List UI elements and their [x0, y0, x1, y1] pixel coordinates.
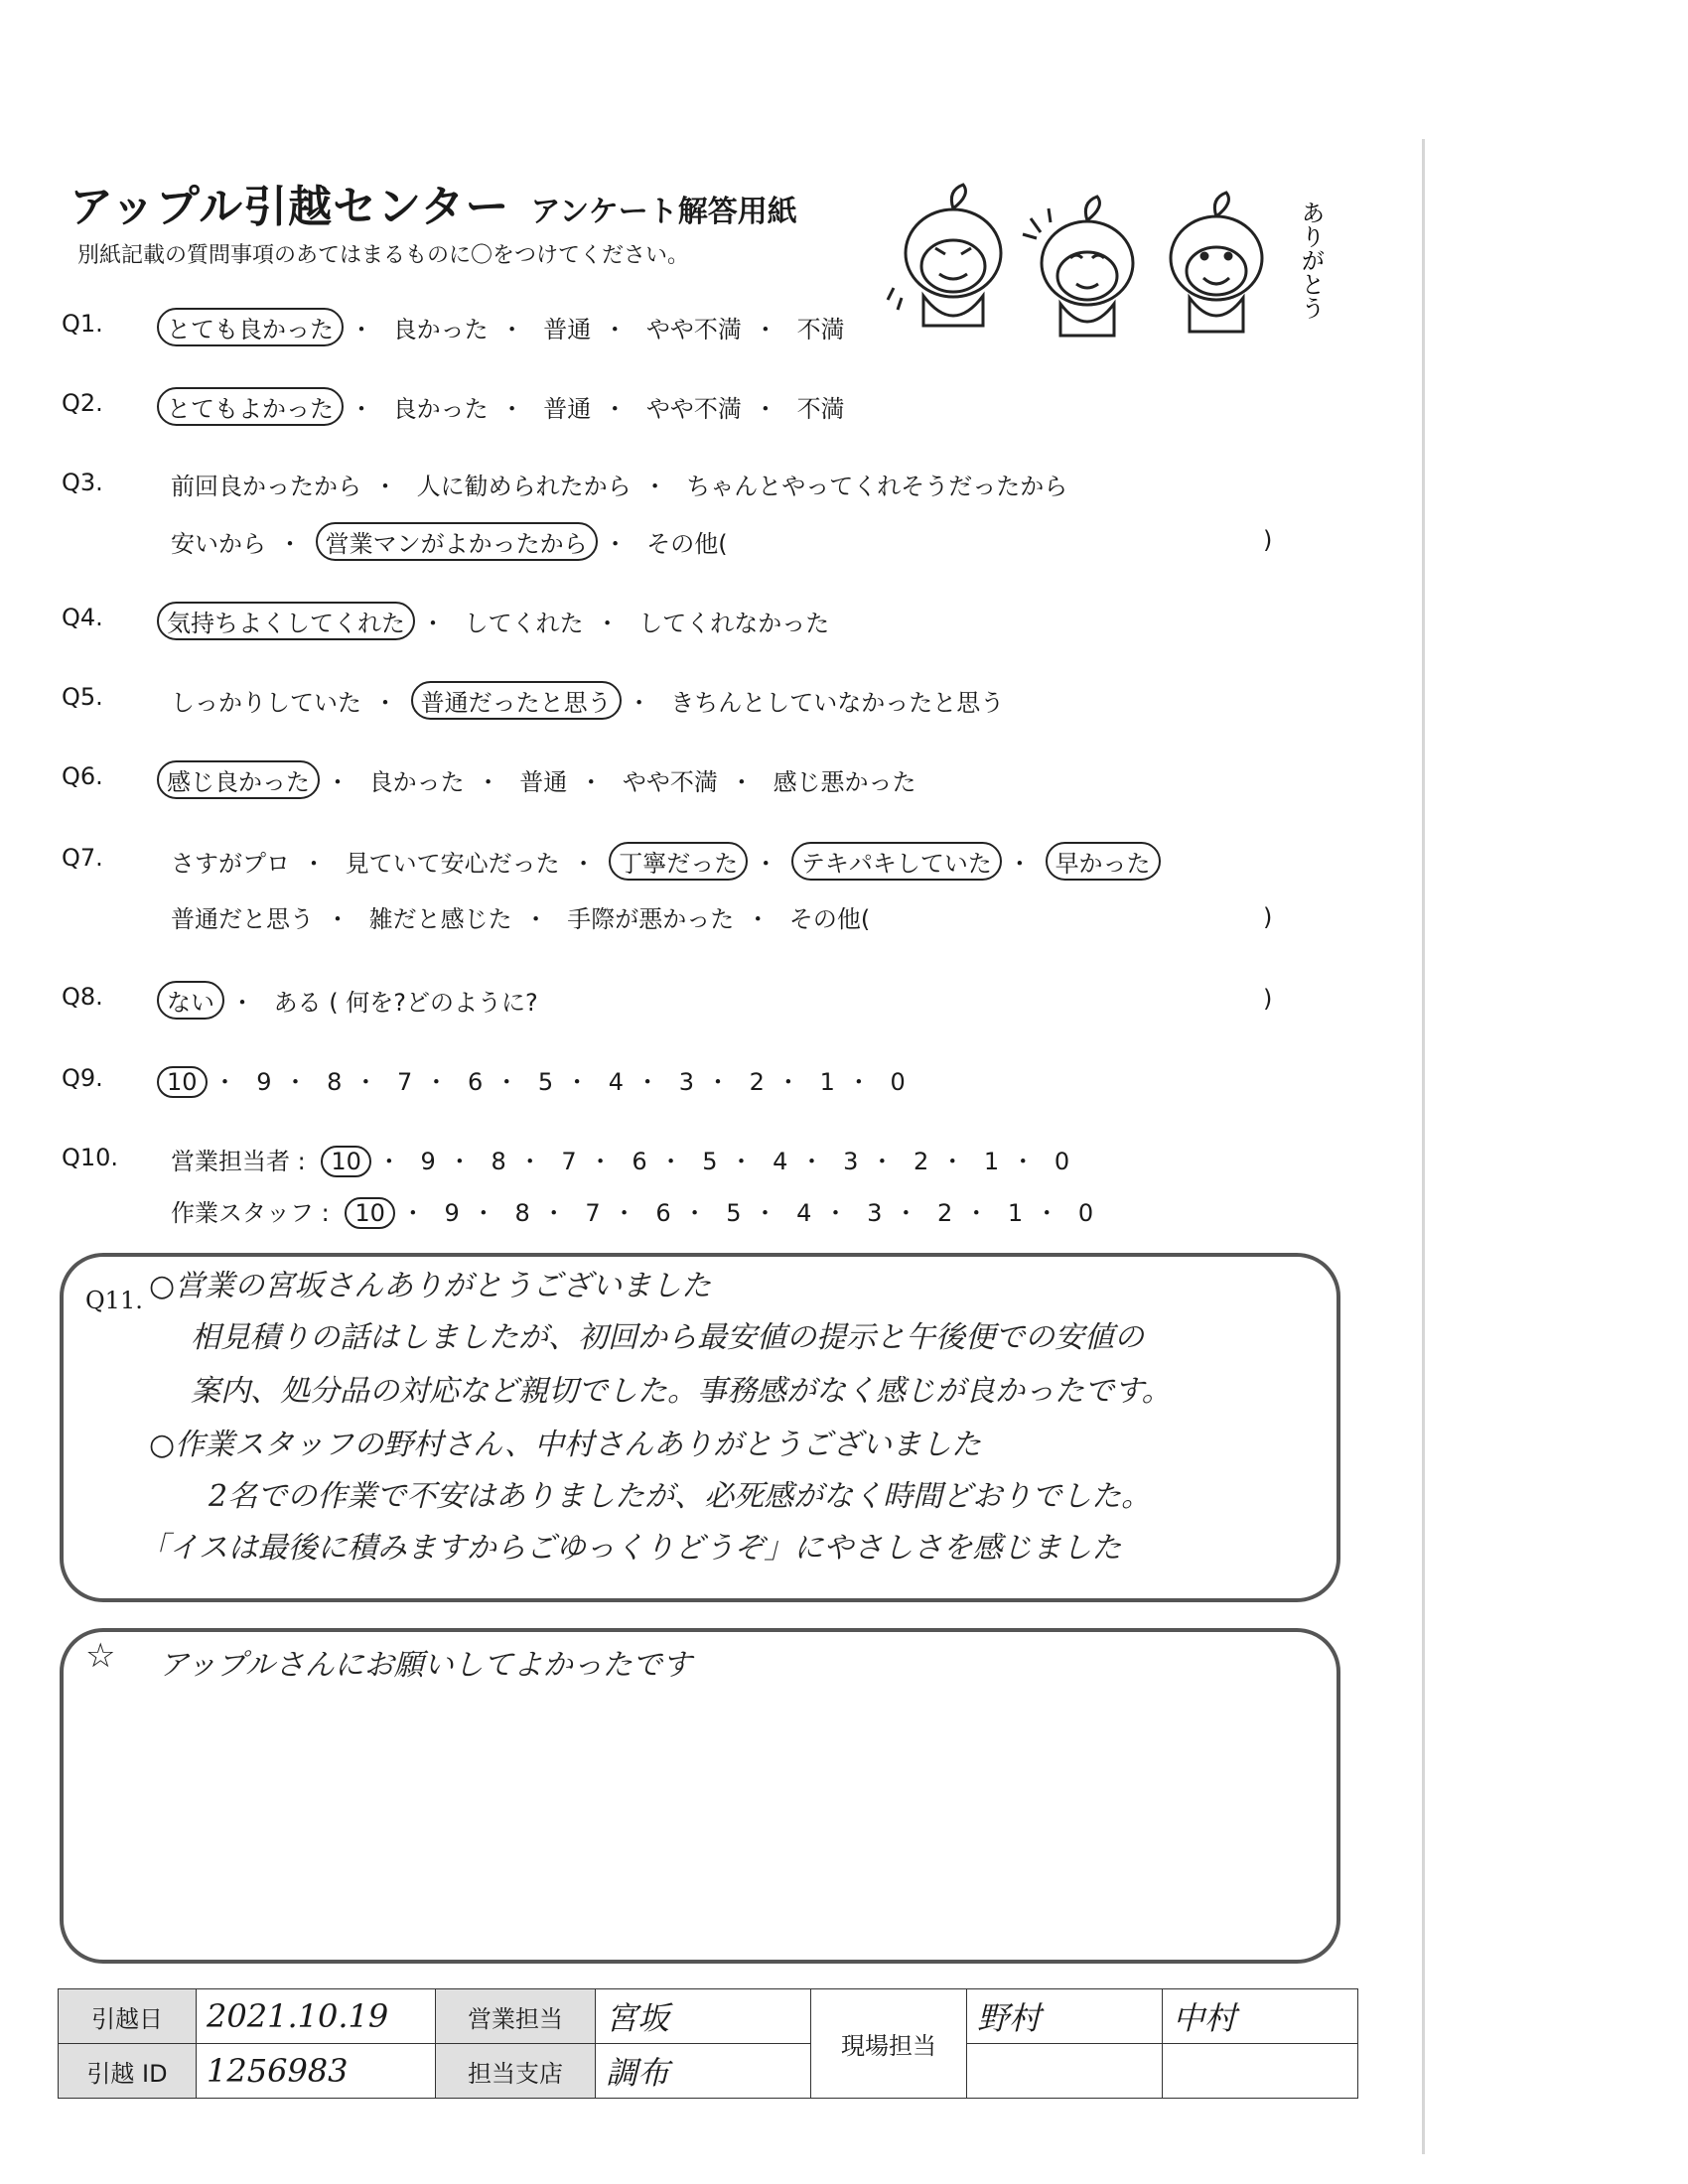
move-id-label: 引越 ID [59, 2044, 197, 2099]
q9-option-7[interactable]: 7 [397, 1068, 413, 1096]
q10-staff-option-7[interactable]: 7 [585, 1199, 601, 1227]
q11-line-5: 2名での作業で不安はありましたが、必死感がなく時間どおりでした。 [209, 1479, 1152, 1514]
q4-options: 気持ちよくしてくれた ・ してくれた ・ してくれなかった [163, 602, 829, 640]
q2-option-3[interactable]: 普通 [543, 395, 592, 423]
q9-option-0[interactable]: 0 [890, 1068, 906, 1096]
q11-label: Q11. [85, 1287, 143, 1314]
q10-sales-option-1[interactable]: 1 [983, 1148, 1000, 1175]
q8-option-1[interactable]: ない [157, 981, 224, 1020]
q9-option-1[interactable]: 1 [819, 1068, 835, 1096]
q3-option-3[interactable]: ちゃんとやってくれそうだったから [686, 473, 1068, 500]
q5-label: Q5. [62, 683, 103, 711]
q10-staff-option-2[interactable]: 2 [937, 1199, 953, 1227]
general-comment-text: アップルさんにお願いしてよかったです [159, 1648, 692, 1683]
q10-sales-option-3[interactable]: 3 [843, 1148, 859, 1175]
q10-label: Q10. [62, 1144, 119, 1171]
q8-options: ない ・ ある ( 何を?どのように? [163, 981, 538, 1020]
q2-option-2[interactable]: 良かった [392, 395, 489, 423]
q10-sales-option-4[interactable]: 4 [773, 1148, 788, 1175]
q10-staff-option-8[interactable]: 8 [514, 1199, 530, 1227]
q4-option-1[interactable]: 気持ちよくしてくれた [157, 602, 415, 640]
q10-sales-option-7[interactable]: 7 [561, 1148, 577, 1175]
q5-option-2[interactable]: 普通だったと思う [411, 681, 622, 720]
move-info-table [58, 1988, 1358, 2099]
q6-option-4[interactable]: やや不満 [622, 768, 718, 796]
q9-option-9[interactable]: 9 [256, 1068, 272, 1096]
q10-sales-option-8[interactable]: 8 [491, 1148, 506, 1175]
form-title [70, 171, 797, 234]
q1-option-1[interactable]: とても良かった [157, 308, 344, 346]
instruction-text: 別紙記載の質問事項のあてはまるものに〇をつけてください。 [77, 243, 690, 268]
q9-option-2[interactable]: 2 [749, 1068, 765, 1096]
q10-staff-option-5[interactable]: 5 [726, 1199, 742, 1227]
mascot-illustration [874, 179, 1331, 357]
q5-option-1[interactable]: しっかりしていた [171, 689, 361, 717]
q8-label: Q8. [62, 983, 103, 1011]
q2-label: Q2. [62, 389, 103, 417]
q10-sales-option-10[interactable]: 10 [321, 1146, 371, 1177]
q9-option-8[interactable]: 8 [327, 1068, 343, 1096]
q10-sales-label: 営業担当者 : [171, 1148, 306, 1175]
q9-option-4[interactable]: 4 [608, 1068, 625, 1096]
q10-staff-option-3[interactable]: 3 [867, 1199, 883, 1227]
branch-label: 担当支店 [436, 2044, 596, 2099]
q9-options: 10 ・ 9 ・ 8 ・ 7 ・ 6 ・ 5 ・ 4 ・ 3 ・ 2 ・ 1 ・ 0 [163, 1062, 906, 1098]
q7-option-4[interactable]: テキパキしていた [791, 842, 1002, 881]
q10-staff-option-1[interactable]: 1 [1007, 1199, 1024, 1227]
star-icon: ☆ [85, 1636, 116, 1676]
q11-line-6: 「イスは最後に積みますからごゆっくりどうぞ」にやさしさを感じました [139, 1531, 1122, 1566]
q9-option-3[interactable]: 3 [678, 1068, 694, 1096]
q9-option-6[interactable]: 6 [467, 1068, 484, 1096]
q3-options-line1: 前回良かったから ・ 人に勧められたから ・ ちゃんとやってくれそうだったから [171, 467, 1067, 501]
sales-rep-value[interactable]: 宮坂 [596, 1989, 811, 2044]
q7-label: Q7. [62, 844, 103, 872]
q2-option-5[interactable]: 不満 [796, 395, 845, 423]
q10-staff-option-4[interactable]: 4 [796, 1199, 812, 1227]
q1-option-4[interactable]: やや不満 [645, 316, 742, 343]
q7-option-7[interactable]: 雑だと感じた [368, 905, 512, 933]
q7-option-2[interactable]: 見ていて安心だった [345, 850, 560, 878]
q10-sales-option-5[interactable]: 5 [702, 1148, 718, 1175]
q10-staff-option-6[interactable]: 6 [655, 1199, 671, 1227]
sales-rep-label: 営業担当 [436, 1989, 596, 2044]
q10-sales-option-0[interactable]: 0 [1054, 1148, 1070, 1175]
branch-value[interactable]: 調布 [596, 2044, 811, 2099]
q10-sales-row: 営業担当者 : 10 ・ 9 ・ 8 ・ 7 ・ 6 ・ 5 ・ 4 ・ 3 ・ 2 ・ 1 ・ 0 [171, 1148, 1070, 1175]
q7-option-3[interactable]: 丁寧だった [609, 842, 748, 881]
q3-option-5[interactable]: 営業マンがよかったから [316, 522, 598, 561]
q10-sales-option-6[interactable]: 6 [632, 1148, 647, 1175]
q5-options: しっかりしていた ・ 普通だったと思う ・ きちんとしていなかったと思う [171, 681, 1004, 720]
q3-option-4[interactable]: 安いから [171, 530, 266, 558]
q6-option-2[interactable]: 良かった [368, 768, 465, 796]
mascot-center-icon [1023, 197, 1133, 336]
q10-staff-row: 作業スタッフ : 10 ・ 9 ・ 8 ・ 7 ・ 6 ・ 5 ・ 4 ・ 3 ・ 2 ・ 1 ・ 0 [171, 1199, 1094, 1227]
q3-option-2[interactable]: 人に勧められたから [416, 473, 632, 500]
q10-staff-option-9[interactable]: 9 [444, 1199, 460, 1227]
mascot-right-icon [1171, 193, 1262, 332]
mascot-left-icon [888, 185, 1001, 326]
q6-label: Q6. [62, 762, 103, 790]
q2-options: とてもよかった ・ 良かった ・ 普通 ・ やや不満 ・ 不満 [163, 387, 845, 426]
q10-staff-label: 作業スタッフ : [171, 1199, 330, 1227]
q11-line-2: 相見積りの話はしましたが、初回から最安値の提示と午後便での安値の [191, 1320, 1144, 1355]
q8-option-2[interactable]: ある ( 何を?どのように? [273, 989, 538, 1017]
q7-option-1[interactable]: さすがプロ [171, 850, 290, 878]
q10-staff-option-10[interactable]: 10 [345, 1197, 395, 1229]
q4-option-3[interactable]: してくれなかった [638, 610, 830, 637]
q7-option-9[interactable]: その他( [788, 905, 871, 933]
q8-paren-close: ) [1263, 985, 1273, 1013]
q1-option-5[interactable]: 不満 [796, 316, 845, 343]
mascot-message: ありがとう [1297, 201, 1325, 320]
q7-options-line1: さすがプロ ・ 見ていて安心だった ・ 丁寧だった ・ テキパキしていた ・ 早かった [171, 842, 1155, 881]
q11-line-3: 案内、処分品の対応など親切でした。事務感がなく感じが良かったです。 [191, 1374, 1172, 1409]
q6-option-3[interactable]: 普通 [519, 768, 568, 796]
q10-sales-option-9[interactable]: 9 [420, 1148, 436, 1175]
q3-option-1[interactable]: 前回良かったから [171, 473, 361, 500]
form-subtitle: アンケート解答用紙 [530, 195, 797, 229]
q1-options: とても良かった ・ 良かった ・ 普通 ・ やや不満 ・ 不満 [163, 308, 845, 346]
q3-label: Q3. [62, 469, 103, 496]
q9-label: Q9. [62, 1064, 103, 1092]
q2-option-4[interactable]: やや不満 [645, 395, 742, 423]
field-staff-extra-2[interactable] [1163, 2044, 1358, 2099]
field-staff-extra-1[interactable] [967, 2044, 1163, 2099]
q6-option-5[interactable]: 感じ悪かった [773, 768, 916, 796]
q7-paren-close: ) [1263, 903, 1273, 931]
page-edge-line [1422, 139, 1425, 2154]
q1-option-3[interactable]: 普通 [543, 316, 592, 343]
q9-option-5[interactable]: 5 [537, 1068, 554, 1096]
q1-option-2[interactable]: 良かった [392, 316, 489, 343]
move-id-value[interactable]: 1256983 [197, 2044, 436, 2099]
q7-option-5[interactable]: 早かった [1046, 842, 1161, 881]
q5-option-3[interactable]: きちんとしていなかったと思う [670, 689, 1005, 717]
q3-paren-close: ) [1263, 526, 1273, 554]
company-name: アップル引越センター [70, 182, 510, 232]
q3-options-line2: 安いから ・ 営業マンがよかったから ・ その他( [171, 522, 728, 561]
q11-line-4: ○作業スタッフの野村さん、中村さんありがとうございました [149, 1428, 981, 1462]
q11-line-1: ○営業の宮坂さんありがとうございました [149, 1269, 712, 1303]
q7-option-8[interactable]: 手際が悪かった [567, 905, 735, 933]
q1-label: Q1. [62, 310, 103, 338]
q7-options-line2: 普通だと思う ・ 雑だと感じた ・ 手際が悪かった ・ その他( [171, 899, 870, 934]
q4-option-2[interactable]: してくれた [464, 610, 584, 637]
q2-option-1[interactable]: とてもよかった [157, 387, 344, 426]
field-staff-1[interactable]: 野村 [967, 1989, 1163, 2044]
q10-staff-option-0[interactable]: 0 [1077, 1199, 1094, 1227]
q7-option-6[interactable]: 普通だと思う [171, 905, 314, 933]
field-staff-2[interactable]: 中村 [1163, 1989, 1358, 2044]
q3-option-6[interactable]: その他( [646, 530, 728, 558]
q10-sales-option-2[interactable]: 2 [914, 1148, 929, 1175]
move-date-label: 引越日 [59, 1989, 197, 2044]
q4-label: Q4. [62, 604, 103, 631]
q6-option-1[interactable]: 感じ良かった [157, 760, 320, 799]
q9-option-10[interactable]: 10 [157, 1066, 208, 1098]
move-date-value[interactable]: 2021.10.19 [197, 1989, 436, 2044]
field-staff-label: 現場担当 [811, 1989, 967, 2099]
q6-options: 感じ良かった ・ 良かった ・ 普通 ・ やや不満 ・ 感じ悪かった [163, 760, 916, 799]
